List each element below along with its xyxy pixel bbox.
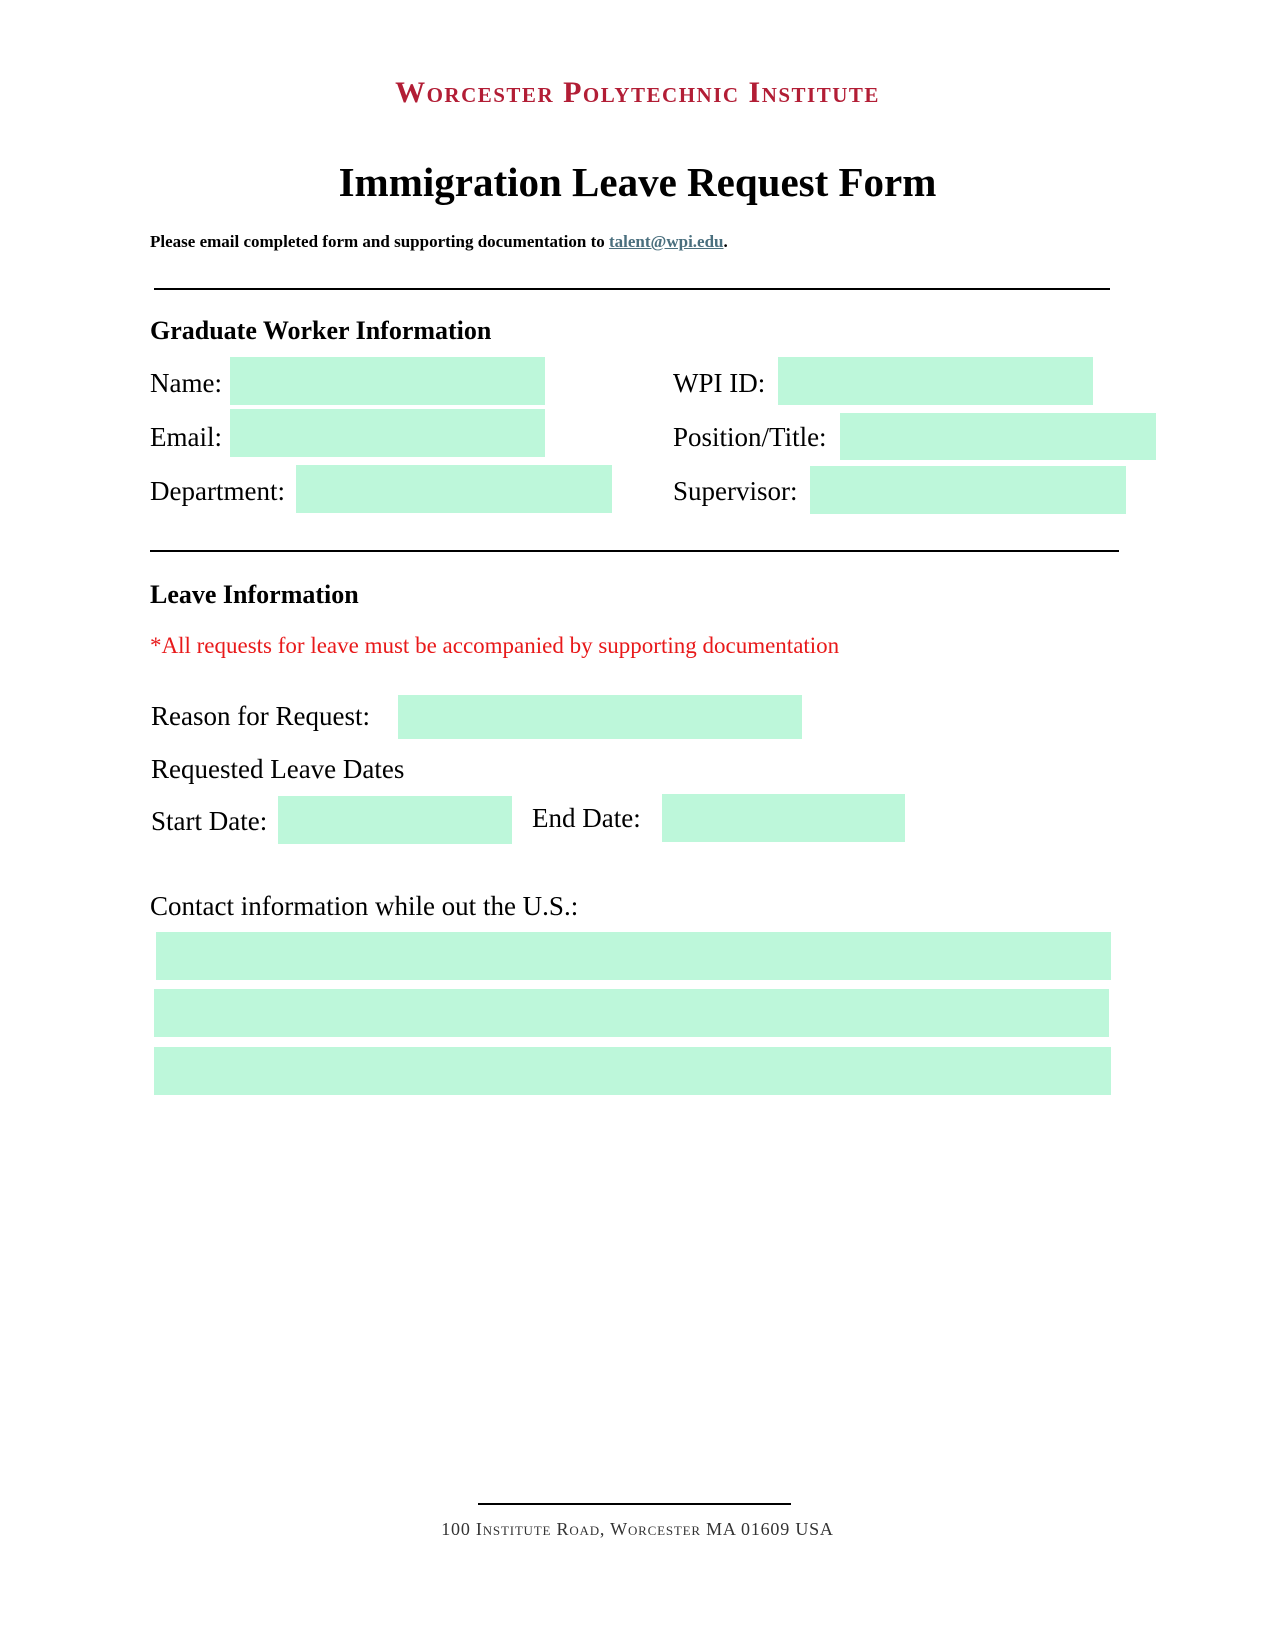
supervisor-label: Supervisor: — [673, 476, 798, 506]
wpi-id-label: WPI ID: — [673, 368, 766, 398]
graduate-worker-heading: Graduate Worker Information — [150, 316, 492, 345]
start-date-label: Start Date: — [151, 806, 268, 836]
reason-label: Reason for Request: — [151, 701, 370, 731]
footer-divider — [478, 1503, 791, 1505]
divider-middle — [150, 550, 1119, 552]
name-label: Name: — [150, 368, 222, 398]
end-date-field[interactable] — [662, 794, 905, 842]
instruction-end: . — [723, 232, 728, 251]
end-date-label: End Date: — [532, 803, 641, 833]
form-title: Immigration Leave Request Form — [338, 159, 937, 205]
contact-field-line-1[interactable] — [156, 932, 1111, 980]
department-field[interactable] — [296, 465, 612, 513]
position-title-label: Position/Title: — [673, 422, 827, 452]
contact-field-line-3[interactable] — [154, 1047, 1111, 1095]
requested-dates-label: Requested Leave Dates — [151, 754, 405, 784]
supervisor-field[interactable] — [810, 466, 1126, 514]
wpi-id-field[interactable] — [778, 357, 1093, 405]
start-date-field[interactable] — [278, 796, 512, 844]
reason-field[interactable] — [398, 695, 802, 739]
institution-name: Worcester Polytechnic Institute — [395, 76, 880, 109]
footer-address: 100 Institute Road, Worcester MA 01609 USA — [441, 1519, 834, 1539]
documentation-note: *All requests for leave must be accompanied by supporting documentation — [150, 633, 840, 658]
department-label: Department: — [150, 476, 285, 506]
contact-field-line-2[interactable] — [154, 989, 1109, 1037]
instruction-text: Please email completed form and supporting documentation to — [150, 232, 609, 251]
talent-email-link[interactable]: talent@wpi.edu — [608, 232, 724, 251]
name-field[interactable] — [230, 357, 545, 405]
position-title-field[interactable] — [840, 413, 1156, 460]
divider-top — [154, 288, 1110, 290]
leave-information-heading: Leave Information — [150, 580, 359, 609]
submission-instruction — [150, 232, 728, 252]
email-label: Email: — [150, 422, 222, 452]
contact-info-label: Contact information while out the U.S.: — [150, 891, 579, 921]
email-field[interactable] — [230, 409, 545, 457]
